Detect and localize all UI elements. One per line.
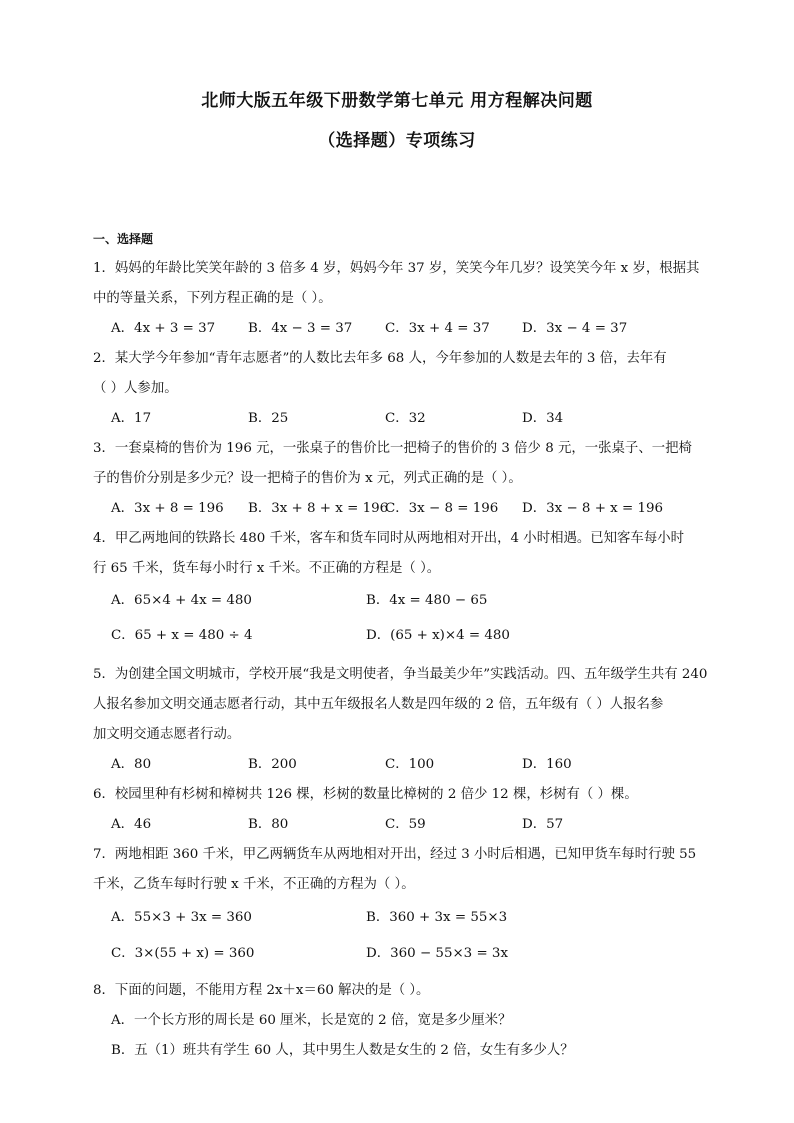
question-text: 3．一套桌椅的售价为 196 元，一张桌子的售价比一把椅子的售价的 3 倍少 8 元，一张桌子、一把椅 bbox=[93, 441, 692, 456]
option-b: B．五（1）班共有学生 60 人，其中男生人数是女生的 2 倍，女生有多少人？ bbox=[111, 1043, 574, 1058]
options-row bbox=[93, 314, 708, 344]
option-c: C．32 bbox=[385, 411, 426, 426]
section-heading: 一、选择题 bbox=[93, 232, 154, 246]
option-c: C．3×(55 + x) = 360 bbox=[111, 946, 255, 961]
option-c: C．3x + 4 = 37 bbox=[385, 321, 490, 336]
option-a: A．65×4 + 4x = 480 bbox=[111, 593, 252, 608]
question-text: 2．某大学今年参加“青年志愿者”的人数比去年多 68 人，今年参加的人数是去年的 3 倍，去年有 bbox=[93, 351, 667, 366]
question-2 bbox=[93, 344, 708, 404]
question-3 bbox=[93, 434, 708, 494]
options-row bbox=[93, 900, 708, 936]
option-b: B．3x + 8 + x = 196 bbox=[248, 501, 389, 516]
option-a: A．一个长方形的周长是 60 厘米，长是宽的 2 倍，宽是多少厘米？ bbox=[111, 1013, 512, 1028]
option-a: A．3x + 8 = 196 bbox=[111, 501, 224, 516]
question-1 bbox=[93, 254, 708, 314]
question-8 bbox=[93, 976, 708, 1006]
question-text: 1．妈妈的年龄比笑笑年龄的 3 倍多 4 岁，妈妈今年 37 岁，笑笑今年几岁？设笑笑今年 x 岁，根据其 bbox=[93, 261, 700, 276]
question-text: 行 65 千米，货车每小时行 x 千米。不正确的方程是（ ）。 bbox=[93, 561, 441, 576]
question-text: 6．校园里种有杉树和樟树共 126 棵，杉树的数量比樟树的 2 倍少 12 棵，杉树有（ ）棵。 bbox=[93, 787, 638, 802]
option-b: B．25 bbox=[248, 411, 289, 426]
question-7 bbox=[93, 840, 708, 900]
option-c: C．65 + x = 480 ÷ 4 bbox=[111, 628, 253, 643]
options-row bbox=[93, 750, 708, 780]
option-d: D．57 bbox=[522, 817, 564, 832]
option-d: D．(65 + x)×4 = 480 bbox=[366, 628, 510, 643]
option-b: B．4x = 480 − 65 bbox=[366, 593, 488, 608]
option-d: D．3x − 8 + x = 196 bbox=[522, 501, 664, 516]
options-row bbox=[93, 936, 708, 972]
option-c: C．3x − 8 = 196 bbox=[385, 501, 499, 516]
question-text: 子的售价分别是多少元？设一把椅子的售价为 x 元，列式正确的是（ ）。 bbox=[93, 471, 522, 486]
question-list bbox=[93, 254, 708, 1066]
page-title: 北师大版五年级下册数学第七单元 用方程解决问题 bbox=[201, 91, 593, 111]
option-a: A．4x + 3 = 37 bbox=[111, 321, 216, 336]
option-d: D．3x − 4 = 37 bbox=[522, 321, 628, 336]
question-text: （ ）人参加。 bbox=[93, 381, 178, 396]
question-text: 人报名参加文明交通志愿者行动，其中五年级报名人数是四年级的 2 倍，五年级有（ ）人报名参 bbox=[93, 697, 664, 712]
page-subtitle: （选择题）专项练习 bbox=[318, 131, 476, 151]
options-row bbox=[93, 810, 708, 840]
option-b: B．360 + 3x = 55×3 bbox=[366, 910, 508, 925]
option-b: B．200 bbox=[248, 757, 297, 772]
option-b: B．80 bbox=[248, 817, 289, 832]
option-c: C．100 bbox=[385, 757, 435, 772]
option-a: A．55×3 + 3x = 360 bbox=[111, 910, 252, 925]
question-text: 4．甲乙两地间的铁路长 480 千米，客车和货车同时从两地相对开出，4 小时相遇。已知客车每小时 bbox=[93, 531, 684, 546]
options-row bbox=[93, 618, 708, 654]
question-text: 5．为创建全国文明城市，学校开展“我是文明使者，争当最美少年”实践活动。四、五年级学生共有 240 bbox=[93, 667, 708, 682]
question-6 bbox=[93, 780, 708, 810]
question-text: 8．下面的问题，不能用方程 2x＋x＝60 解决的是（ ）。 bbox=[93, 983, 430, 998]
option-d: D．360 − 55×3 = 3x bbox=[366, 946, 509, 961]
options-row bbox=[93, 584, 708, 618]
question-text: 千米，乙货车每时行驶 x 千米，不正确的方程为（ ）。 bbox=[93, 877, 415, 892]
options-row bbox=[93, 404, 708, 434]
option-a: A．80 bbox=[111, 757, 152, 772]
question-5 bbox=[93, 660, 708, 750]
option-a: A．46 bbox=[111, 817, 152, 832]
question-text: 中的等量关系，下列方程正确的是（ ）。 bbox=[93, 291, 332, 306]
option-d: D．34 bbox=[522, 411, 564, 426]
question-4 bbox=[93, 524, 708, 584]
option-b: B．4x − 3 = 37 bbox=[248, 321, 353, 336]
question-text: 7．两地相距 360 千米，甲乙两辆货车从两地相对开出，经过 3 小时后相遇，已知甲货车每时行驶 55 bbox=[93, 847, 697, 862]
option-d: D．160 bbox=[522, 757, 572, 772]
option-c: C．59 bbox=[385, 817, 426, 832]
options-row bbox=[93, 494, 708, 524]
option-a: A．17 bbox=[111, 411, 152, 426]
question-text: 加文明交通志愿者行动。 bbox=[93, 727, 241, 742]
